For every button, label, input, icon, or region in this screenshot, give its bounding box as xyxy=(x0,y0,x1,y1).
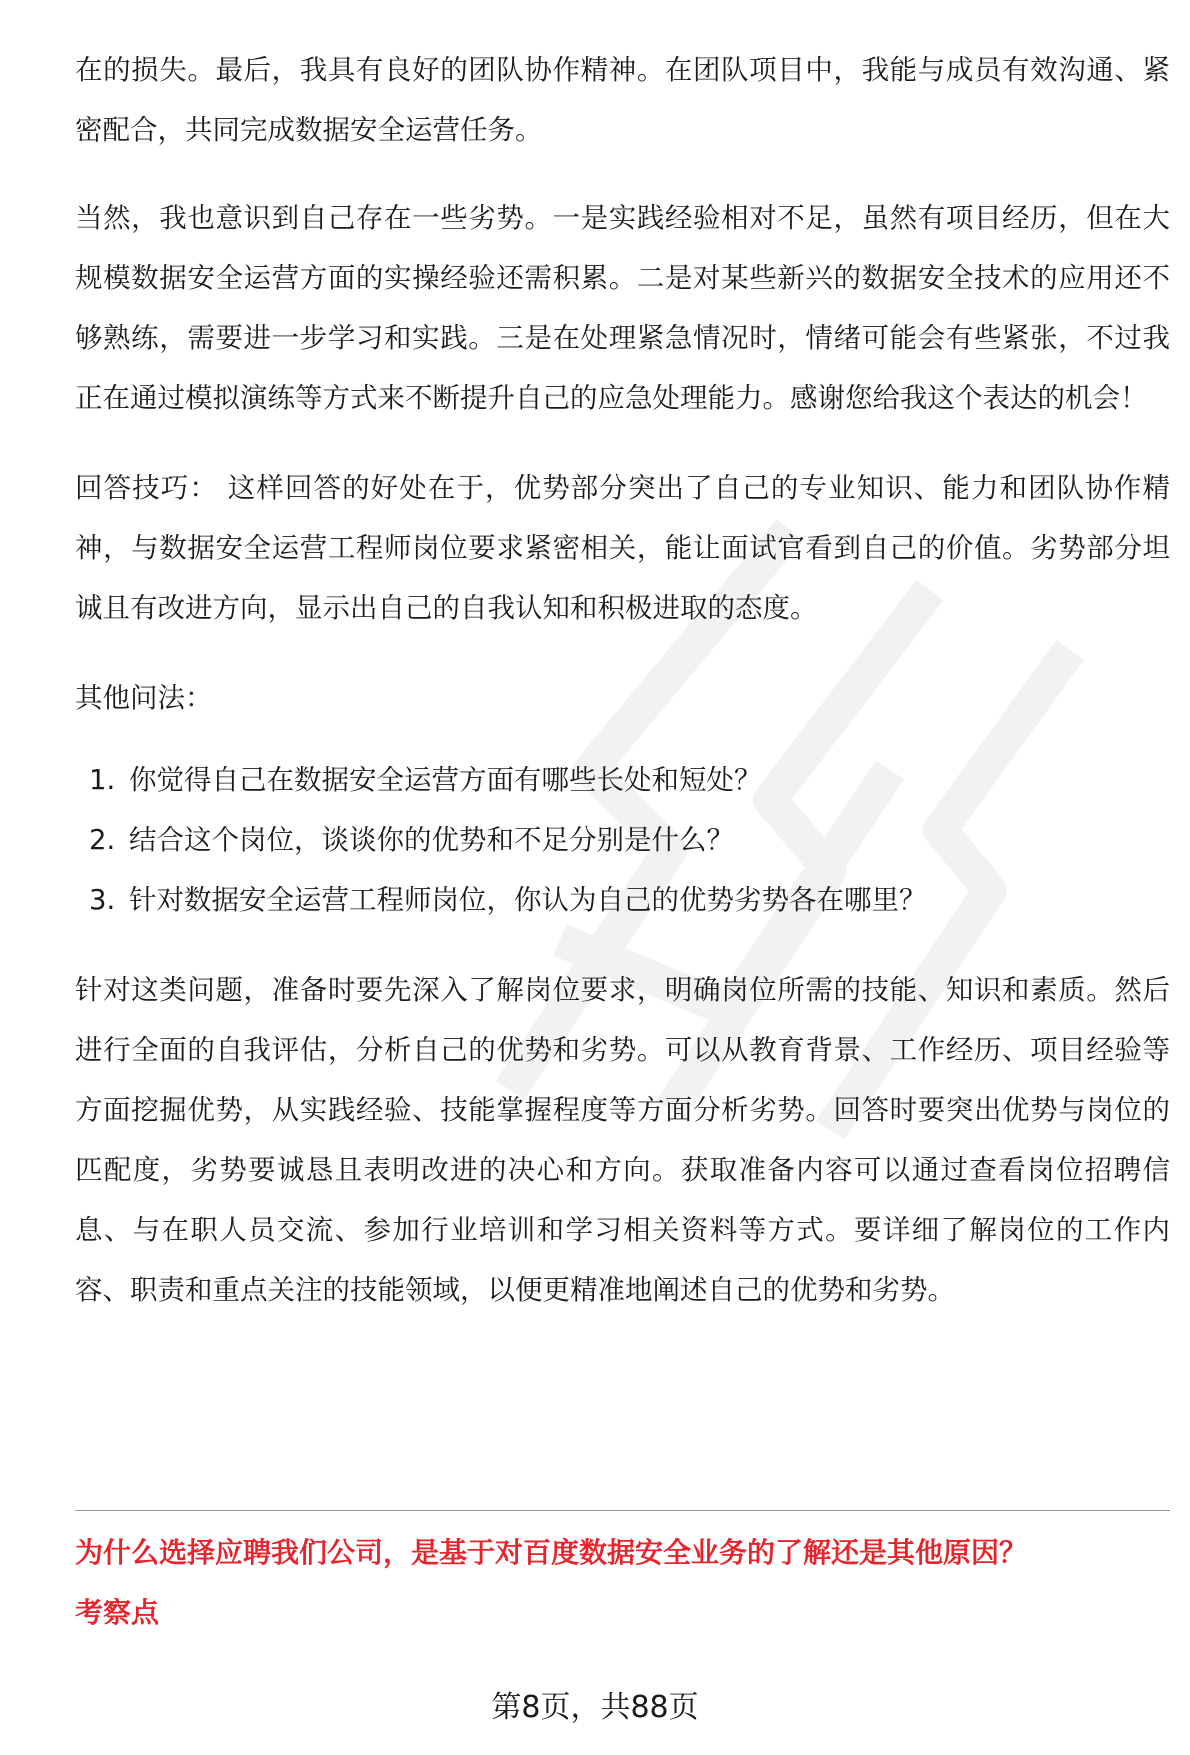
paragraph-weaknesses: 当然，我也意识到自己存在一些劣势。一是实践经验相对不足，虽然有项目经历，但在大规模数据安全运营方面的实操经验还需积累。二是对某些新兴的数据安全技术的应用还不够熟练，需要进一步学习和实践。三是在处理紧急情况时，情绪可能会有些紧张，不过我正在通过模拟演练等方式来不断提升自己的应急处理能力。感谢您给我这个表达的机会！ xyxy=(75,202,1170,414)
next-question-title: 为什么选择应聘我们公司，是基于对百度数据安全业务的了解还是其他原因？ xyxy=(75,1536,1028,1569)
paragraph-strengths-end: 在的损失。最后，我具有良好的团队协作精神。在团队项目中，我能与成员有效沟通、紧密配合，共同完成数据安全运营任务。 xyxy=(75,54,1170,146)
other-questions-label: 其他问法： xyxy=(75,682,213,714)
section-divider xyxy=(75,1510,1170,1511)
alternative-questions-list xyxy=(75,750,1170,930)
list-item: 1. 你觉得自己在数据安全运营方面有哪些长处和短处？ xyxy=(89,764,762,796)
list-item: 3. 针对数据安全运营工程师岗位，你认为自己的优势劣势各在哪里？ xyxy=(89,884,927,916)
paragraph-preparation-advice: 针对这类问题，准备时要先深入了解岗位要求，明确岗位所需的技能、知识和素质。然后进行全面的自我评估，分析自己的优势和劣势。可以从教育背景、工作经历、项目经验等方面挖掘优势，从实践经验、技能掌握程度等方面分析劣势。回答时要突出优势与岗位的匹配度，劣势要诚恳且表明改进的决心和方向。获取准备内容可以通过查看岗位招聘信息、与在职人员交流、参加行业培训和学习相关资料等方式。要详细了解岗位的工作内容、职责和重点关注的技能领域，以便更精准地阐述自己的优势和劣势。 xyxy=(75,974,1170,1306)
next-question-subtitle: 考察点 xyxy=(75,1596,160,1629)
list-item: 2. 结合这个岗位，谈谈你的优势和不足分别是什么？ xyxy=(89,824,734,856)
page-number-footer: 第8页，共88页 xyxy=(491,1690,699,1725)
paragraph-answer-tips: 回答技巧： 这样回答的好处在于，优势部分突出了自己的专业知识、能力和团队协作精神，与数据安全运营工程师岗位要求紧密相关，能让面试官看到自己的价值。劣势部分坦诚且有改进方向，显示出自己的自我认知和积极进取的态度。 xyxy=(75,472,1170,624)
document-body xyxy=(75,40,1170,1350)
